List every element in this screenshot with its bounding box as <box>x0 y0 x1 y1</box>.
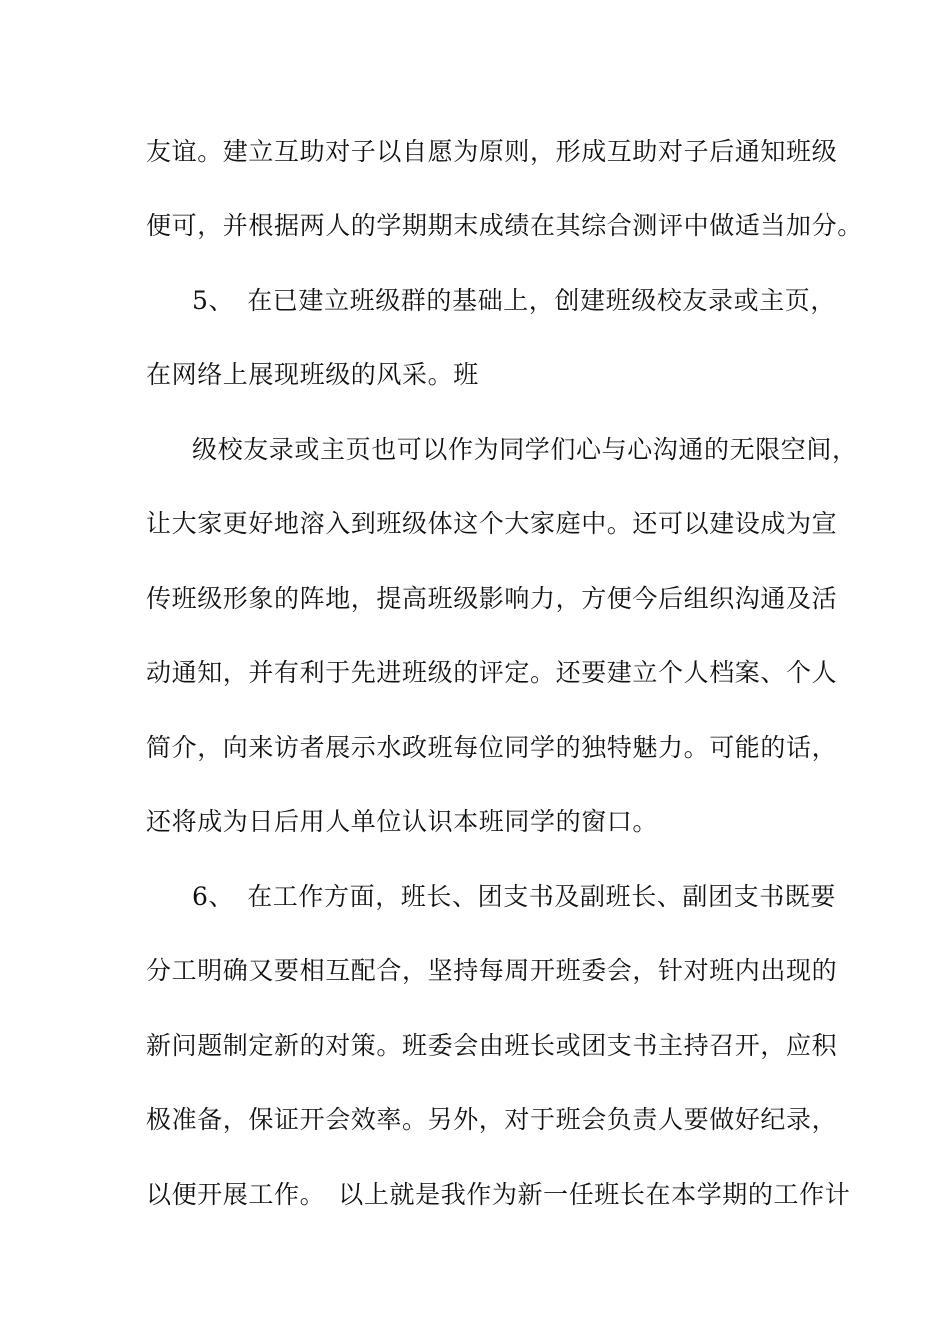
text-line: 5、 在已建立班级群的基础上，创建班级校友录或主页， <box>192 286 837 315</box>
text-line: 动通知，并有利于先进班级的评定。还要建立个人档案、个人 <box>146 658 838 687</box>
text-line: 以便开展工作。 以上就是我作为新一任班长在本学期的工作计 <box>146 1180 851 1209</box>
text-line: 传班级形象的阵地，提高班级影响力，方便今后组织沟通及活 <box>146 584 838 613</box>
text-line: 极准备，保证开会效率。另外，对于班会负责人要做好纪录， <box>146 1105 838 1134</box>
text-line: 便可，并根据两人的学期期末成绩在其综合测评中做适当加分。 <box>146 211 863 240</box>
text-line: 友谊。建立互助对子以自愿为原则，形成互助对子后通知班级 <box>146 137 838 166</box>
text-line: 6、 在工作方面，班长、团支书及副班长、副团支书既要 <box>192 882 837 911</box>
text-line: 分工明确又要相互配合，坚持每周开班委会，针对班内出现的 <box>146 956 838 985</box>
text-line: 新问题制定新的对策。班委会由班长或团支书主持召开，应积 <box>146 1031 838 1060</box>
text-line: 让大家更好地溶入到班级体这个大家庭中。还可以建设成为宣 <box>146 509 838 538</box>
text-line: 级校友录或主页也可以作为同学们心与心沟通的无限空间， <box>192 435 858 464</box>
text-line: 在网络上展现班级的风采。班 <box>146 360 479 389</box>
text-line: 简介，向来访者展示水政班每位同学的独特魅力。可能的话， <box>146 733 838 762</box>
text-line: 还将成为日后用人单位认识本班同学的窗口。 <box>146 807 659 836</box>
